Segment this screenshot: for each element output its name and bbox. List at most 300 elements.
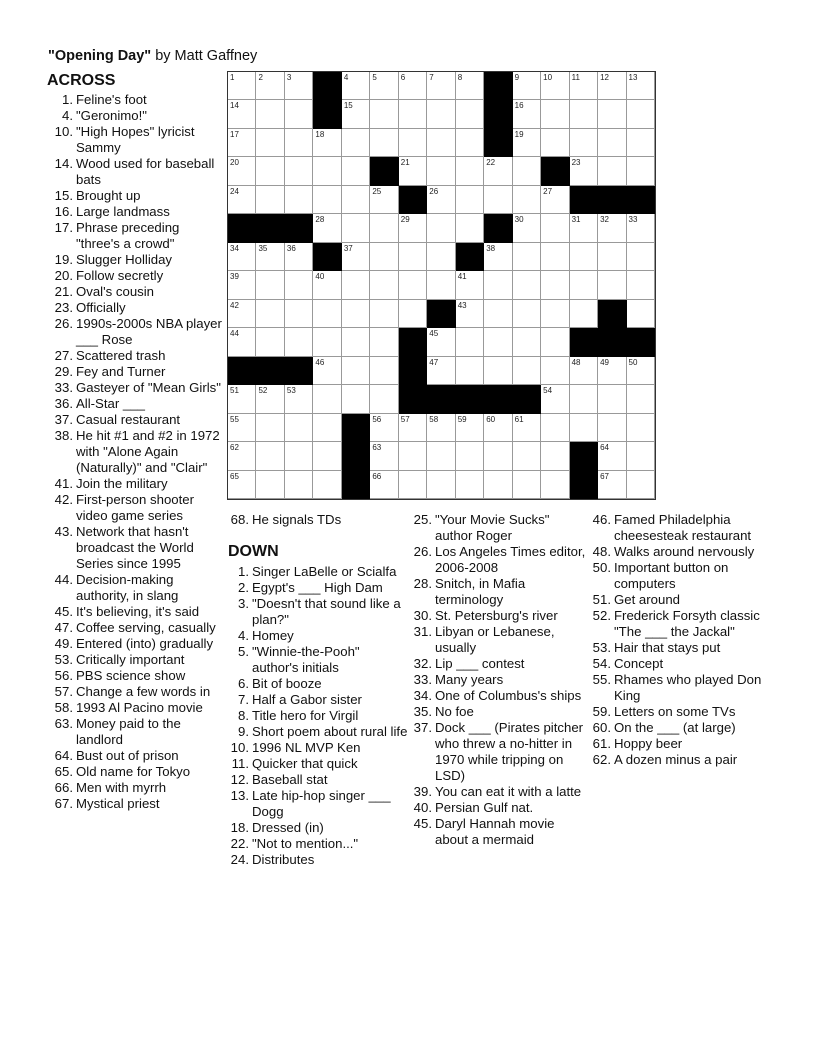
grid-block [598,186,626,214]
clue-number: 26. [413,544,432,559]
grid-cell[interactable] [256,271,284,299]
grid-block [427,300,455,328]
grid-cell[interactable] [370,243,398,271]
clue-text: Famed Philadelphia cheesesteak restaurant [614,512,752,543]
clue-item [590,736,765,752]
grid-cell[interactable] [456,271,484,299]
cell-number: 55 [230,414,239,424]
clue-text: Lip ___ contest [435,656,525,671]
clue-item [52,364,224,380]
grid-cell[interactable] [598,72,626,100]
grid-cell[interactable] [342,271,370,299]
grid-cell[interactable] [342,300,370,328]
cell-number: 37 [343,243,353,253]
grid-cell[interactable] [313,214,341,242]
clue-text: 1990s-2000s NBA player ___ Rose [76,316,222,347]
grid-cell[interactable] [313,442,341,470]
clue-text: "Doesn't that sound like a plan?" [252,596,401,627]
grid-cell[interactable] [627,357,655,385]
grid-cell[interactable] [456,471,484,499]
clue-item [590,608,765,640]
clue-text: First-person shooter video game series [76,492,194,523]
grid-cell[interactable] [342,72,370,100]
grid-block [228,357,256,385]
grid-cell[interactable] [427,357,455,385]
clue-number: 47. [54,620,73,635]
grid-cell[interactable] [228,72,256,100]
grid-cell[interactable] [541,328,569,356]
clue-item [590,560,765,592]
grid-cell[interactable] [570,385,598,413]
grid-cell[interactable] [541,186,569,214]
cell-number: 9 [514,73,520,82]
clue-item [590,640,765,656]
grid-cell[interactable] [541,414,569,442]
grid-cell[interactable] [399,271,427,299]
grid-cell[interactable] [427,471,455,499]
grid-cell[interactable] [598,471,626,499]
grid-block [570,471,598,499]
clue-number: 13. [230,788,249,803]
grid-cell[interactable] [598,214,626,242]
grid-cell[interactable] [370,328,398,356]
clue-item [52,252,224,268]
grid-cell[interactable] [513,414,541,442]
grid-cell[interactable] [313,385,341,413]
grid-cell[interactable] [598,243,626,271]
grid-cell[interactable] [570,157,598,185]
grid-cell[interactable] [285,385,313,413]
grid-cell[interactable] [570,357,598,385]
grid-cell[interactable] [228,414,256,442]
grid-cell[interactable] [228,442,256,470]
grid-cell[interactable] [627,300,655,328]
grid-cell[interactable] [541,72,569,100]
cell-number: 24 [230,186,239,196]
grid-cell[interactable] [370,214,398,242]
cell-number: 67 [600,471,609,481]
grid-cell[interactable] [627,243,655,271]
grid-cell[interactable] [342,157,370,185]
grid-cell[interactable] [513,243,541,271]
clue-item [228,820,408,836]
cell-number: 66 [372,471,382,481]
grid-cell[interactable] [513,300,541,328]
clue-number: 5. [238,644,249,659]
grid-cell[interactable] [598,442,626,470]
grid-block [570,442,598,470]
grid-cell[interactable] [370,442,398,470]
grid-cell[interactable] [256,442,284,470]
grid-cell[interactable] [313,300,341,328]
clue-text: Many years [435,672,504,687]
clue-item [52,348,224,364]
grid-cell[interactable] [313,414,341,442]
grid-cell[interactable] [627,414,655,442]
clue-number: 21. [54,284,73,299]
grid-block [456,385,484,413]
clue-number: 12. [230,772,249,787]
grid-cell[interactable] [570,72,598,100]
grid-cell[interactable] [399,129,427,157]
grid-cell[interactable] [228,385,256,413]
grid-cell[interactable] [313,471,341,499]
clue-text: Snitch, in Mafia terminology [435,576,526,607]
grid-cell[interactable] [228,271,256,299]
grid-cell[interactable] [342,243,370,271]
grid-cell[interactable] [598,100,626,128]
grid-cell[interactable] [570,414,598,442]
clue-item [228,852,408,868]
cell-number: 13 [628,73,638,82]
clue-text: All-Star ___ [76,396,145,411]
clue-number: 30. [413,608,432,623]
clue-number: 11. [231,756,249,771]
clue-item [590,656,765,672]
clue-number: 39. [413,784,432,799]
clue-text: Wood used for baseball bats [76,156,215,187]
clue-text: Persian Gulf nat. [435,800,534,815]
clue-number: 7. [238,692,249,707]
grid-cell[interactable] [370,271,398,299]
clue-number: 45. [413,816,432,831]
grid-cell[interactable] [370,129,398,157]
grid-cell[interactable] [541,271,569,299]
grid-cell[interactable] [484,442,512,470]
grid-cell[interactable] [456,357,484,385]
clue-item [52,412,224,428]
clue-number: 64. [54,748,73,763]
clue-item [411,576,589,608]
grid-cell[interactable] [228,471,256,499]
grid-cell[interactable] [627,471,655,499]
grid-cell[interactable] [484,243,512,271]
grid-cell[interactable] [484,186,512,214]
clue-number: 42. [54,492,73,507]
clue-item [590,512,765,544]
cell-number: 2 [258,73,263,82]
cell-number: 44 [230,329,239,339]
grid-cell[interactable] [570,300,598,328]
grid-cell[interactable] [427,157,455,185]
grid-cell[interactable] [541,442,569,470]
grid-cell[interactable] [513,100,541,128]
grid-cell[interactable] [627,157,655,185]
grid-cell[interactable] [513,271,541,299]
grid-cell[interactable] [541,471,569,499]
grid-cell[interactable] [427,100,455,128]
clue-number: 68. [230,512,249,527]
grid-cell[interactable] [285,471,313,499]
clue-item [411,672,589,688]
clue-item [52,92,224,108]
puzzle-title: "Opening Day" [48,48,152,64]
grid-cell[interactable] [627,385,655,413]
cell-number: 5 [372,73,377,82]
clue-number: 31. [413,624,432,639]
grid-cell[interactable] [228,328,256,356]
grid-cell[interactable] [541,385,569,413]
grid-cell[interactable] [456,328,484,356]
across-heading: ACROSS [47,72,116,89]
clue-text: He signals TDs [252,512,342,527]
grid-cell[interactable] [598,385,626,413]
grid-cell[interactable] [342,129,370,157]
clue-number: 67. [54,796,73,811]
grid-cell[interactable] [313,129,341,157]
clue-number: 27. [54,348,73,363]
down-clue-list [228,564,408,868]
clue-text: Title hero for Virgil [252,708,359,723]
grid-cell[interactable] [256,385,284,413]
grid-cell[interactable] [598,157,626,185]
clue-item [52,268,224,284]
grid-cell[interactable] [370,414,398,442]
grid-cell[interactable] [370,385,398,413]
grid-cell[interactable] [313,271,341,299]
clue-item [52,780,224,796]
grid-cell[interactable] [285,129,313,157]
grid-cell[interactable] [370,471,398,499]
grid-cell[interactable] [456,186,484,214]
grid-block [627,328,655,356]
grid-cell[interactable] [427,72,455,100]
grid-cell[interactable] [427,214,455,242]
clue-item [411,624,589,656]
grid-cell[interactable] [627,72,655,100]
grid-cell[interactable] [256,328,284,356]
grid-cell[interactable] [370,300,398,328]
cell-number: 46 [315,357,325,367]
grid-cell[interactable] [399,243,427,271]
grid-cell[interactable] [513,471,541,499]
grid-cell[interactable] [627,100,655,128]
grid-cell[interactable] [285,243,313,271]
grid-cell[interactable] [541,300,569,328]
clue-item [228,756,408,772]
grid-cell[interactable] [342,328,370,356]
grid-cell[interactable] [256,300,284,328]
grid-cell[interactable] [513,157,541,185]
clue-item [52,428,224,476]
grid-cell[interactable] [370,100,398,128]
grid-cell[interactable] [541,100,569,128]
clue-number: 51. [592,592,611,607]
clue-item [228,596,408,628]
grid-cell[interactable] [427,243,455,271]
grid-cell[interactable] [256,157,284,185]
grid-cell[interactable] [484,471,512,499]
grid-cell[interactable] [570,129,598,157]
grid-cell[interactable] [456,100,484,128]
grid-cell[interactable] [456,300,484,328]
clue-item [228,708,408,724]
grid-cell[interactable] [627,129,655,157]
grid-cell[interactable] [456,214,484,242]
grid-cell[interactable] [427,328,455,356]
grid-cell[interactable] [598,414,626,442]
grid-cell[interactable] [285,100,313,128]
clue-item [228,740,408,756]
clue-number: 36. [54,396,73,411]
grid-cell[interactable] [570,100,598,128]
grid-cell[interactable] [370,357,398,385]
grid-cell[interactable] [228,300,256,328]
grid-cell[interactable] [256,471,284,499]
grid-cell[interactable] [541,243,569,271]
clue-text: "Geronimo!" [76,108,147,123]
grid-cell[interactable] [342,357,370,385]
grid-cell[interactable] [541,214,569,242]
grid-cell[interactable] [598,357,626,385]
grid-cell[interactable] [598,129,626,157]
grid-cell[interactable] [399,442,427,470]
clue-item [52,524,224,572]
grid-cell[interactable] [370,72,398,100]
grid-block [370,157,398,185]
grid-cell[interactable] [256,100,284,128]
clue-text: Large landmass [76,204,170,219]
grid-cell[interactable] [342,186,370,214]
cell-number: 63 [372,443,382,453]
grid-cell[interactable] [456,129,484,157]
grid-cell[interactable] [285,442,313,470]
clue-number: 6. [238,676,249,691]
grid-cell[interactable] [484,357,512,385]
cell-number: 51 [230,386,239,396]
clue-text: Quicker that quick [252,756,358,771]
grid-cell[interactable] [513,72,541,100]
grid-cell[interactable] [513,442,541,470]
grid-cell[interactable] [342,100,370,128]
grid-block [399,186,427,214]
clue-number: 14. [54,156,73,171]
clue-item [52,764,224,780]
grid-cell[interactable] [256,72,284,100]
grid-cell[interactable] [513,328,541,356]
grid-cell[interactable] [228,129,256,157]
grid-cell[interactable] [370,186,398,214]
grid-cell[interactable] [285,414,313,442]
clue-item [228,580,408,596]
grid-cell[interactable] [456,414,484,442]
grid-cell[interactable] [456,442,484,470]
grid-cell[interactable] [285,157,313,185]
grid-cell[interactable] [484,328,512,356]
grid-cell[interactable] [399,471,427,499]
grid-cell[interactable] [399,100,427,128]
grid-cell[interactable] [456,72,484,100]
grid-cell[interactable] [313,157,341,185]
grid-cell[interactable] [285,271,313,299]
grid-cell[interactable] [285,328,313,356]
grid-block [456,243,484,271]
clue-number: 17. [54,220,73,235]
clue-number: 4. [238,628,249,643]
clue-number: 65. [54,764,73,779]
grid-cell[interactable] [313,328,341,356]
grid-cell[interactable] [627,271,655,299]
clue-text: Dressed (in) [252,820,324,835]
grid-cell[interactable] [228,100,256,128]
grid-cell[interactable] [513,186,541,214]
grid-cell[interactable] [541,357,569,385]
grid-cell[interactable] [256,129,284,157]
grid-cell[interactable] [256,414,284,442]
grid-cell[interactable] [427,271,455,299]
cell-number: 50 [628,357,638,367]
grid-cell[interactable] [342,385,370,413]
clue-item [590,672,765,704]
clue-text: Gasteyer of "Mean Girls" [76,380,221,395]
grid-cell[interactable] [285,186,313,214]
grid-cell[interactable] [627,214,655,242]
cell-number: 16 [514,101,524,111]
clue-item [52,700,224,716]
clue-text: Baseball stat [252,772,328,787]
grid-cell[interactable] [313,186,341,214]
clue-number: 19. [54,252,73,267]
clue-item [411,544,589,576]
grid-cell[interactable] [399,300,427,328]
grid-cell[interactable] [399,414,427,442]
grid-cell[interactable] [570,214,598,242]
grid-cell[interactable] [456,157,484,185]
clue-number: 32. [413,656,432,671]
clue-number: 50. [592,560,611,575]
grid-cell[interactable] [399,72,427,100]
clue-text: No foe [435,704,474,719]
grid-cell[interactable] [228,243,256,271]
grid-cell[interactable] [627,442,655,470]
grid-cell[interactable] [541,129,569,157]
grid-cell[interactable] [342,214,370,242]
grid-cell[interactable] [484,300,512,328]
grid-cell[interactable] [256,186,284,214]
grid-cell[interactable] [228,186,256,214]
grid-cell[interactable] [399,157,427,185]
grid-cell[interactable] [427,414,455,442]
clue-text: Daryl Hannah movie about a mermaid [435,816,555,847]
grid-cell[interactable] [285,72,313,100]
clue-number: 40. [413,800,432,815]
grid-cell[interactable] [598,271,626,299]
down-clue-list-col4 [590,512,765,768]
grid-cell[interactable] [513,357,541,385]
grid-cell[interactable] [484,414,512,442]
grid-cell[interactable] [256,243,284,271]
grid-cell[interactable] [570,243,598,271]
clue-number: 53. [592,640,611,655]
clue-text: Scattered trash [76,348,166,363]
grid-cell[interactable] [228,157,256,185]
grid-block [598,328,626,356]
grid-cell[interactable] [427,186,455,214]
grid-cell[interactable] [513,129,541,157]
grid-cell[interactable] [513,214,541,242]
grid-cell[interactable] [484,271,512,299]
grid-cell[interactable] [399,214,427,242]
grid-cell[interactable] [427,129,455,157]
cell-number: 60 [486,414,496,424]
cell-number: 36 [286,243,296,253]
grid-cell[interactable] [427,442,455,470]
grid-cell[interactable] [570,271,598,299]
grid-cell[interactable] [313,357,341,385]
clue-item [52,748,224,764]
grid-cell[interactable] [484,157,512,185]
grid-cell[interactable] [285,300,313,328]
